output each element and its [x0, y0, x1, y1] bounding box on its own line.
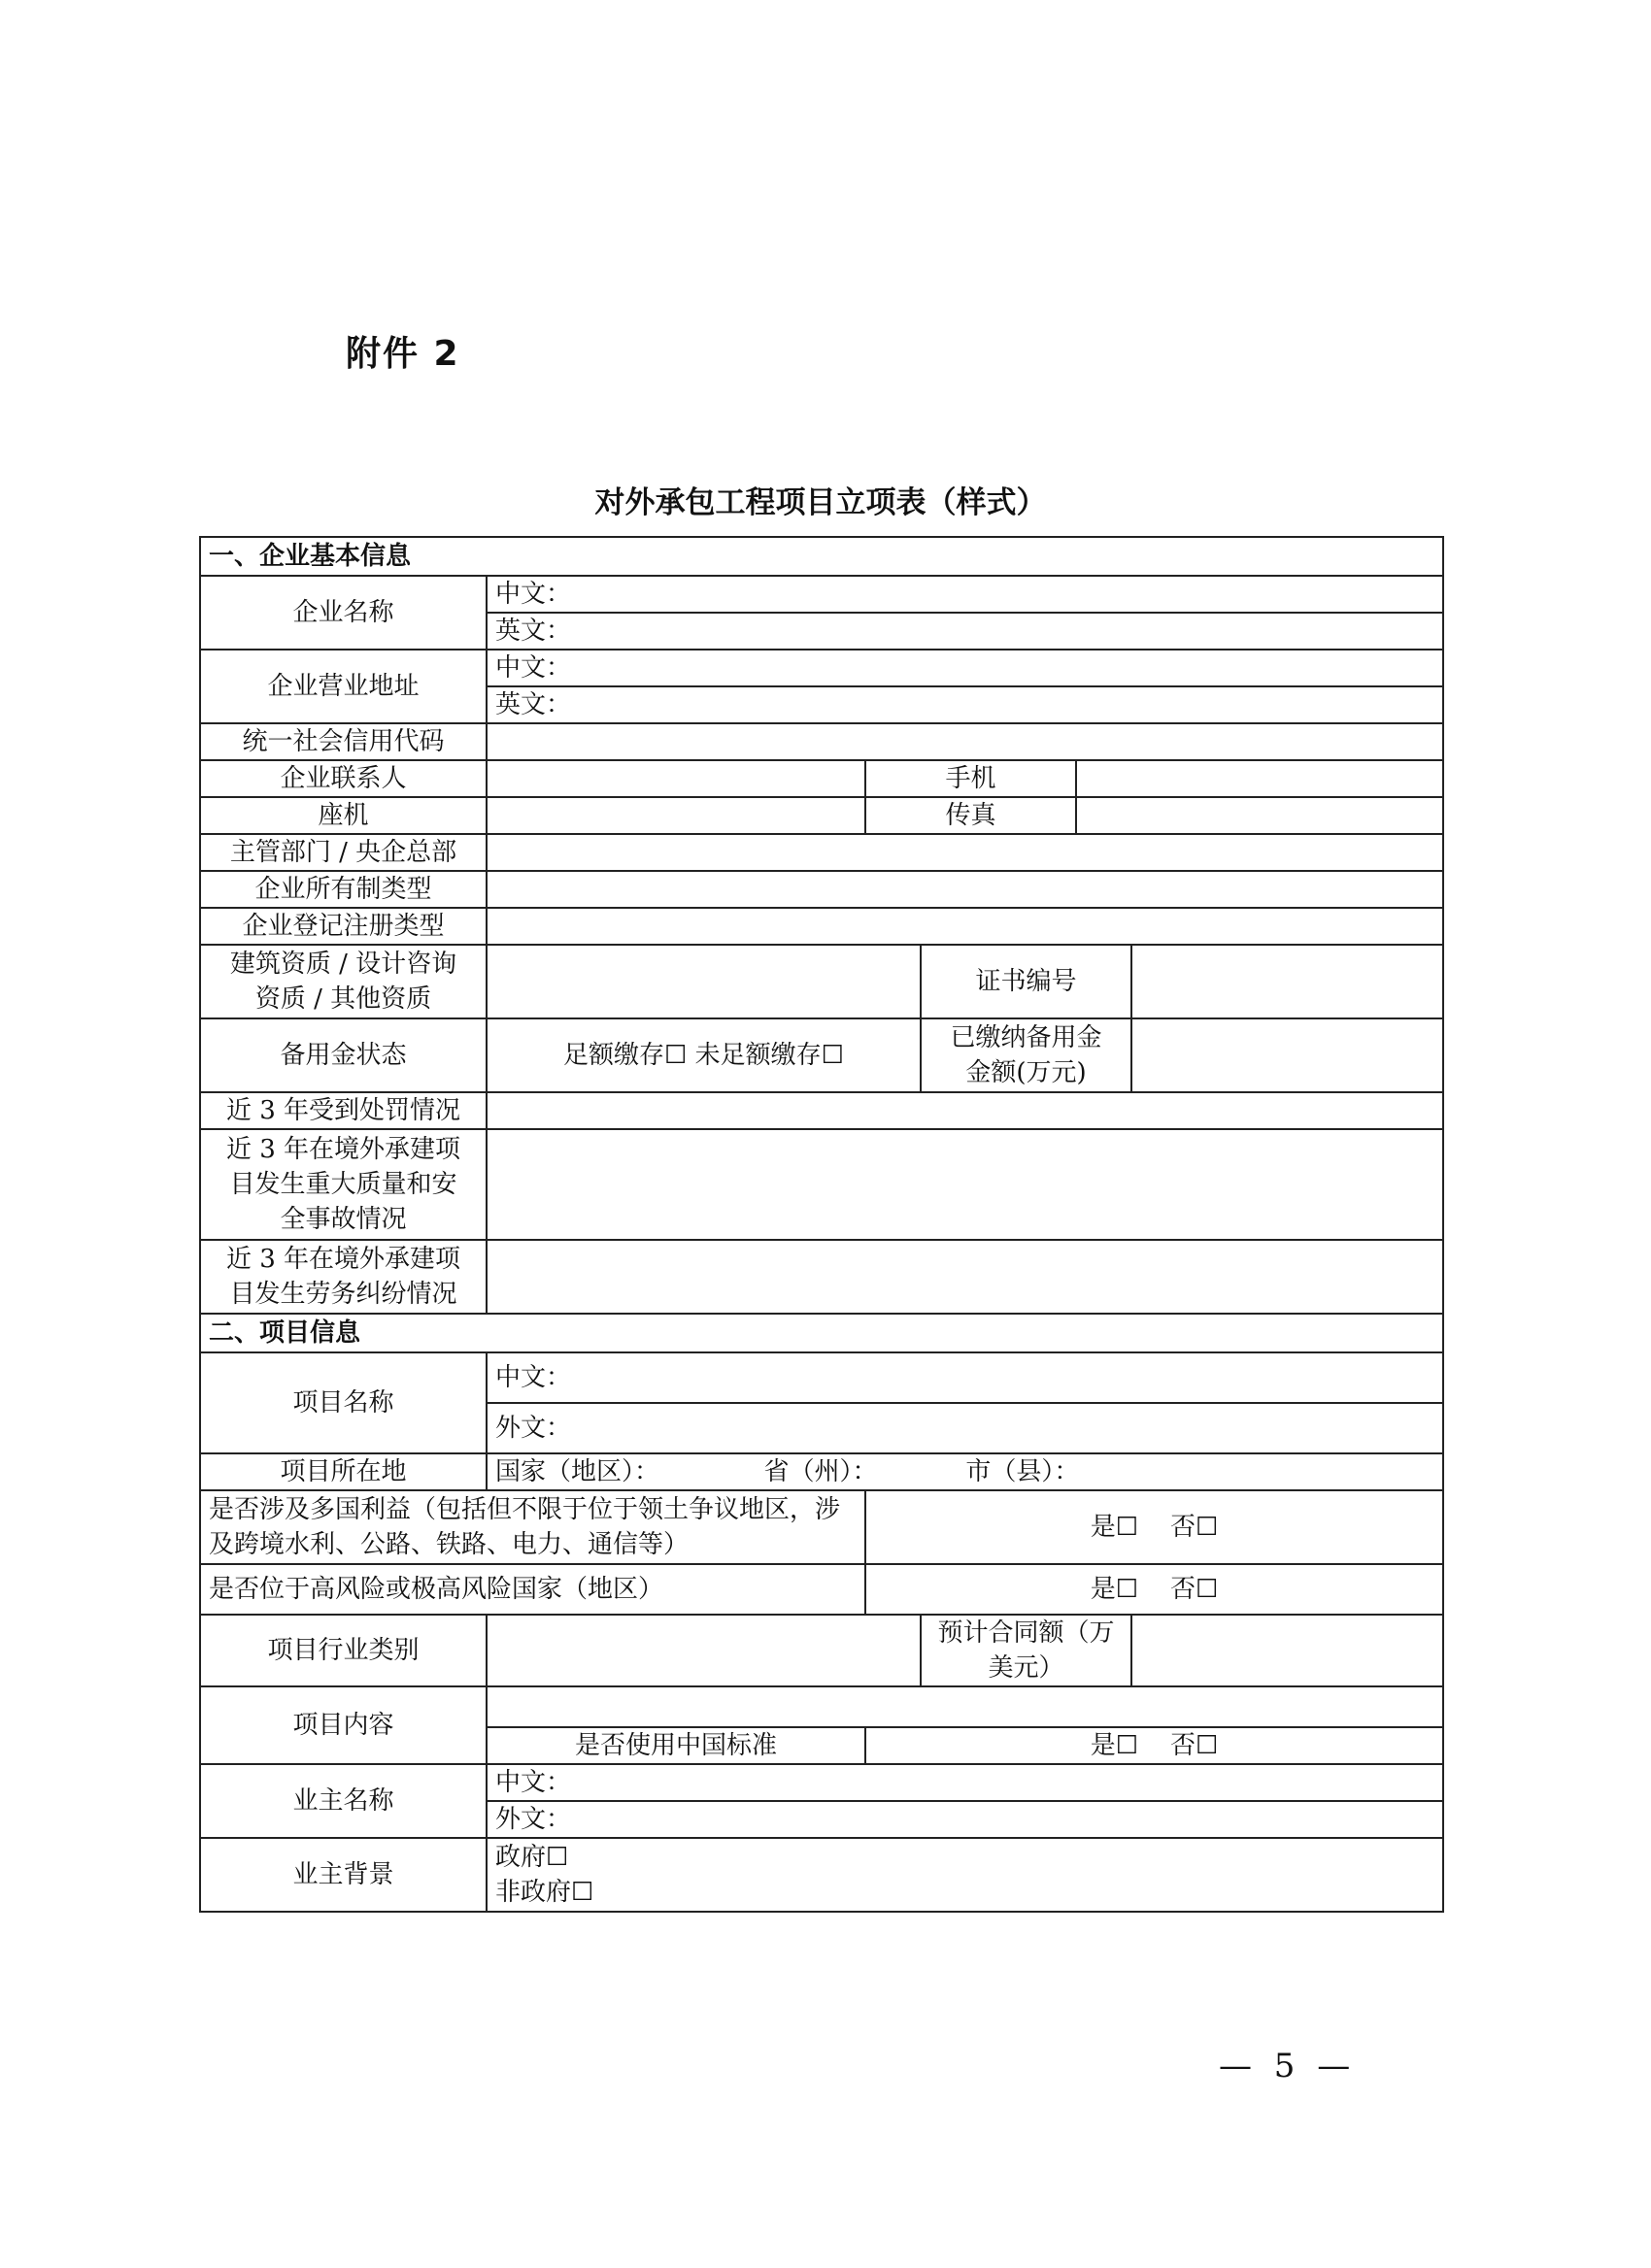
fax-field[interactable] — [1076, 797, 1443, 834]
high-risk-yes-no[interactable]: 是☐ 否☐ — [865, 1564, 1443, 1615]
contract-amount-field[interactable] — [1131, 1615, 1443, 1686]
accidents-label-line1: 近 3 年在境外承建项 — [225, 1135, 461, 1164]
project-form-table — [199, 536, 1444, 1913]
government-option[interactable]: 政府☐ — [495, 1843, 569, 1872]
owner-name-foreign-field[interactable]: 外文： — [487, 1801, 1443, 1838]
owner-background-label: 业主背景 — [200, 1838, 487, 1912]
accidents-field[interactable] — [487, 1129, 1443, 1240]
company-name-cn-field[interactable]: 中文： — [487, 576, 1443, 613]
certificate-no-label: 证书编号 — [921, 945, 1131, 1018]
accidents-label-line2: 目发生重大质量和安 — [229, 1170, 457, 1199]
owner-name-cn-field[interactable]: 中文： — [487, 1764, 1443, 1801]
penalties-field[interactable] — [487, 1092, 1443, 1129]
multinational-yes-no[interactable]: 是☐ 否☐ — [865, 1490, 1443, 1564]
section1-heading: 一、企业基本信息 — [200, 537, 1443, 576]
company-name-label: 企业名称 — [200, 576, 487, 650]
reserve-paid-label-line2: 金额(万元) — [965, 1058, 1087, 1087]
attachment-label: 附件 2 — [346, 334, 460, 374]
reserve-paid-field[interactable] — [1131, 1018, 1443, 1092]
project-name-label: 项目名称 — [200, 1352, 487, 1453]
document-title: 对外承包工程项目立项表（样式） — [594, 485, 1047, 520]
owner-name-label: 业主名称 — [200, 1764, 487, 1838]
mobile-label: 手机 — [865, 760, 1076, 797]
labor-disputes-label-line1: 近 3 年在境外承建项 — [225, 1245, 461, 1274]
project-name-foreign-field[interactable]: 外文： — [487, 1403, 1443, 1453]
labor-disputes-label-line2: 目发生劳务纠纷情况 — [229, 1280, 457, 1309]
industry-label: 项目行业类别 — [200, 1615, 487, 1686]
labor-disputes-field[interactable] — [487, 1240, 1443, 1314]
project-content-field[interactable] — [487, 1686, 1443, 1727]
location-label: 项目所在地 — [200, 1453, 487, 1490]
credit-code-field[interactable] — [487, 723, 1443, 760]
project-content-label: 项目内容 — [200, 1686, 487, 1764]
reserve-paid-label-line1: 已缴纳备用金 — [950, 1023, 1102, 1052]
chinese-standard-label: 是否使用中国标准 — [487, 1727, 865, 1764]
chinese-standard-yes-no[interactable]: 是☐ 否☐ — [865, 1727, 1443, 1764]
owner-background-options[interactable] — [487, 1838, 1443, 1912]
reserve-status-options[interactable]: 足额缴存☐ 未足额缴存☐ — [487, 1018, 921, 1092]
supervisor-label: 主管部门 / 央企总部 — [200, 834, 487, 871]
fax-label: 传真 — [865, 797, 1076, 834]
multinational-label-line2: 及跨境水利、公路、铁路、电力、通信等） — [209, 1530, 690, 1559]
penalties-label: 近 3 年受到处罚情况 — [200, 1092, 487, 1129]
labor-disputes-label — [200, 1240, 487, 1314]
business-address-en-field[interactable]: 英文： — [487, 686, 1443, 723]
industry-field[interactable] — [487, 1615, 921, 1686]
reserve-paid-label — [921, 1018, 1131, 1092]
location-field[interactable]: 国家（地区）： 省（州）： 市（县）： — [487, 1453, 1443, 1490]
high-risk-label: 是否位于高风险或极高风险国家（地区） — [200, 1564, 865, 1615]
qualification-field[interactable] — [487, 945, 921, 1018]
accidents-label — [200, 1129, 487, 1240]
landline-field[interactable] — [487, 797, 865, 834]
section1-row — [200, 537, 1443, 576]
supervisor-field[interactable] — [487, 834, 1443, 871]
reserve-status-label: 备用金状态 — [200, 1018, 487, 1092]
page-number: — 5 — — [1219, 2047, 1357, 2085]
business-address-label: 企业营业地址 — [200, 650, 487, 723]
section2-row — [200, 1314, 1443, 1352]
section2-heading: 二、项目信息 — [200, 1314, 1443, 1352]
qualification-label-line1: 建筑资质 / 设计咨询 — [229, 950, 457, 979]
accidents-label-line3: 全事故情况 — [280, 1205, 407, 1234]
credit-code-label: 统一社会信用代码 — [200, 723, 487, 760]
qualification-label-line2: 资质 / 其他资质 — [254, 984, 432, 1014]
ownership-type-label: 企业所有制类型 — [200, 871, 487, 908]
contract-amount-label: 预计合同额（万美元） — [921, 1615, 1131, 1686]
multinational-label-line1: 是否涉及多国利益（包括但不限于位于领土争议地区，涉 — [209, 1495, 841, 1524]
non-government-option[interactable]: 非政府☐ — [495, 1878, 594, 1907]
contact-field[interactable] — [487, 760, 865, 797]
mobile-field[interactable] — [1076, 760, 1443, 797]
company-name-en-field[interactable]: 英文： — [487, 613, 1443, 650]
landline-label: 座机 — [200, 797, 487, 834]
registration-type-field[interactable] — [487, 908, 1443, 945]
qualification-label — [200, 945, 487, 1018]
registration-type-label: 企业登记注册类型 — [200, 908, 487, 945]
multinational-label — [200, 1490, 865, 1564]
business-address-cn-field[interactable]: 中文： — [487, 650, 1443, 686]
contact-label: 企业联系人 — [200, 760, 487, 797]
ownership-type-field[interactable] — [487, 871, 1443, 908]
project-name-cn-field[interactable]: 中文： — [487, 1352, 1443, 1403]
certificate-no-field[interactable] — [1131, 945, 1443, 1018]
